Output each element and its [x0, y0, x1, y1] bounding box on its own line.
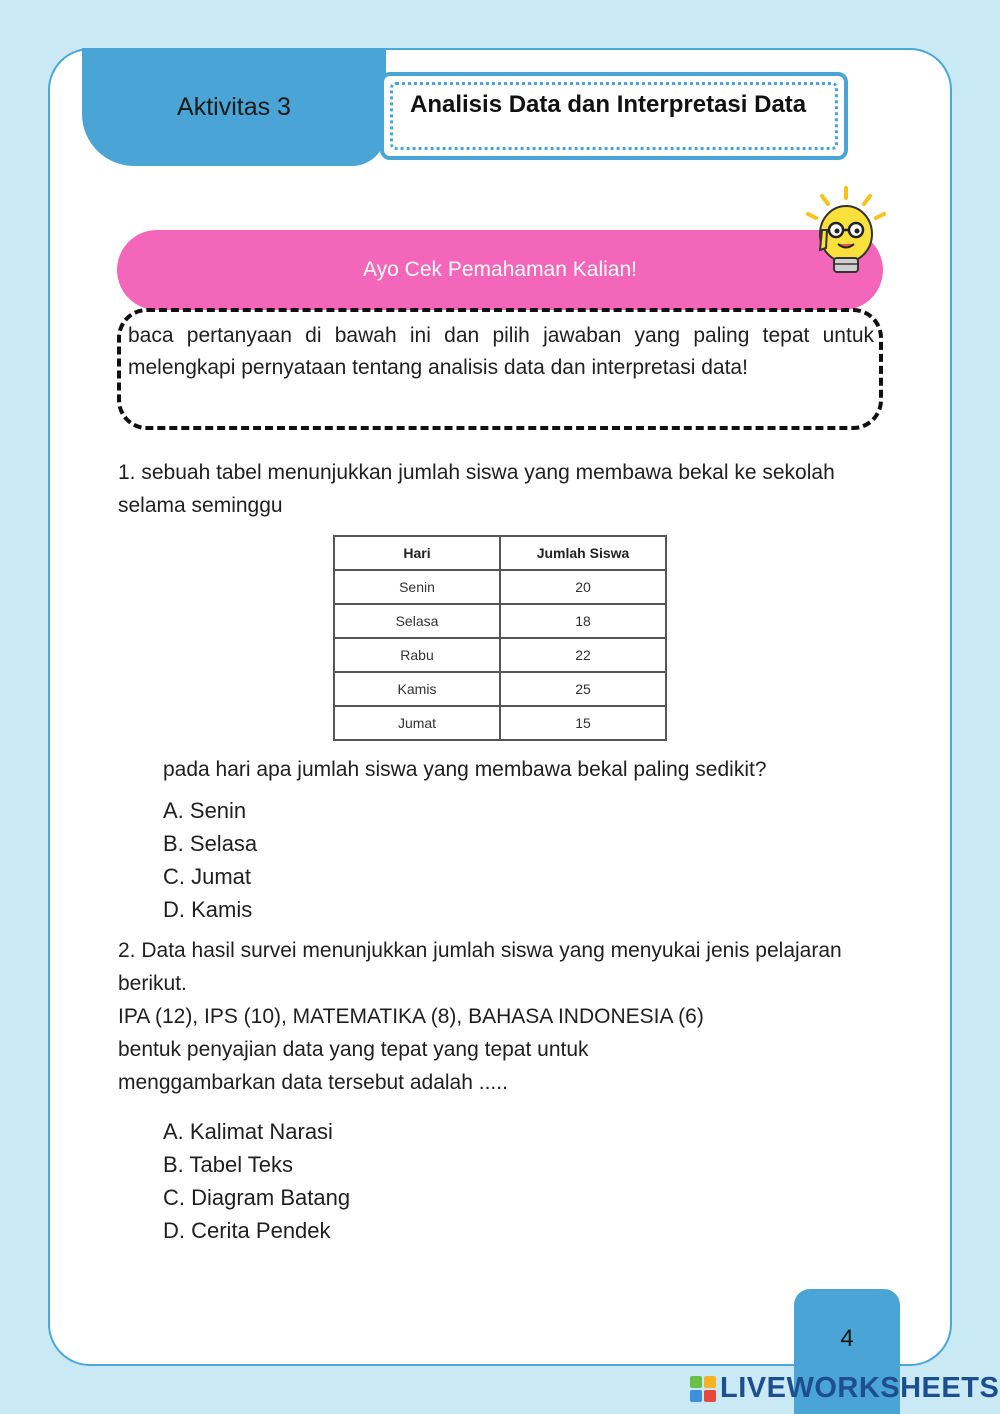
question-2-option-b[interactable]: B. Tabel Teks: [163, 1152, 294, 1177]
question-1-prompt: 1. sebuah tabel menunjukkan jumlah siswa yang membawa bekal ke sekolah selama seminggu: [118, 461, 835, 517]
question-1-ask: pada hari apa jumlah siswa yang membawa bekal paling sedikit?: [163, 758, 767, 781]
table-row: [334, 672, 666, 706]
table-cell: Senin: [334, 570, 500, 604]
table-row: [334, 706, 666, 740]
question-2-options: [163, 1115, 350, 1247]
table-cell: 20: [500, 570, 666, 604]
question-1-option-a[interactable]: A. Senin: [163, 798, 247, 823]
table-row: [334, 604, 666, 638]
question-2-option-d[interactable]: D. Cerita Pendek: [163, 1218, 331, 1243]
liveworksheets-logo: [690, 1372, 999, 1405]
table-header-cell: Jumlah Siswa: [500, 536, 666, 570]
table-row: [334, 638, 666, 672]
lightbulb-mascot-icon: [800, 184, 892, 284]
question-2-option-a[interactable]: A. Kalimat Narasi: [163, 1119, 333, 1144]
table-header-row: [334, 536, 666, 570]
instruction-text: baca pertanyaan di bawah ini dan pilih jawaban yang paling tepat untuk melengkapi pernyataan tentang analisis data dan interpretasi data!: [128, 324, 874, 379]
question-1-option-d[interactable]: D. Kamis: [163, 897, 253, 922]
title-box: [380, 72, 848, 160]
table-row: [334, 570, 666, 604]
question-1-option-c[interactable]: C. Jumat: [163, 864, 252, 889]
table-cell: 15: [500, 706, 666, 740]
brand-text: LIVEWORKSHEETS: [720, 1372, 1000, 1404]
table-cell: Kamis: [334, 672, 500, 706]
table-cell: Rabu: [334, 638, 500, 672]
table-cell: Jumat: [334, 706, 500, 740]
question-2-prompt: 2. Data hasil survei menunjukkan jumlah siswa yang menyukai jenis pelajaran berikut.: [118, 939, 842, 995]
question-2-option-c[interactable]: C. Diagram Batang: [163, 1185, 351, 1210]
page-number: 4: [840, 1325, 854, 1352]
question-2-data: IPA (12), IPS (10), MATEMATIKA (8), BAHASA INDONESIA (6): [118, 1005, 704, 1028]
table-header-cell: Hari: [334, 536, 500, 570]
table-cell: 18: [500, 604, 666, 638]
banner: [117, 230, 883, 310]
question-1-option-b[interactable]: B. Selasa: [163, 831, 258, 856]
table-cell: Selasa: [334, 604, 500, 638]
banner-text: Ayo Cek Pemahaman Kalian!: [363, 258, 637, 281]
page-title: Analisis Data dan Interpretasi Data: [410, 91, 807, 118]
table-cell: 22: [500, 638, 666, 672]
liveworksheets-mark-icon: [690, 1376, 716, 1402]
question-2-ask: bentuk penyajian data yang tepat yang tepat untuk menggambarkan data tersebut adalah .....: [118, 1038, 589, 1094]
data-table: [333, 535, 667, 741]
activity-label: Aktivitas 3: [82, 48, 386, 166]
table-cell: 25: [500, 672, 666, 706]
question-1-options: [163, 794, 257, 926]
